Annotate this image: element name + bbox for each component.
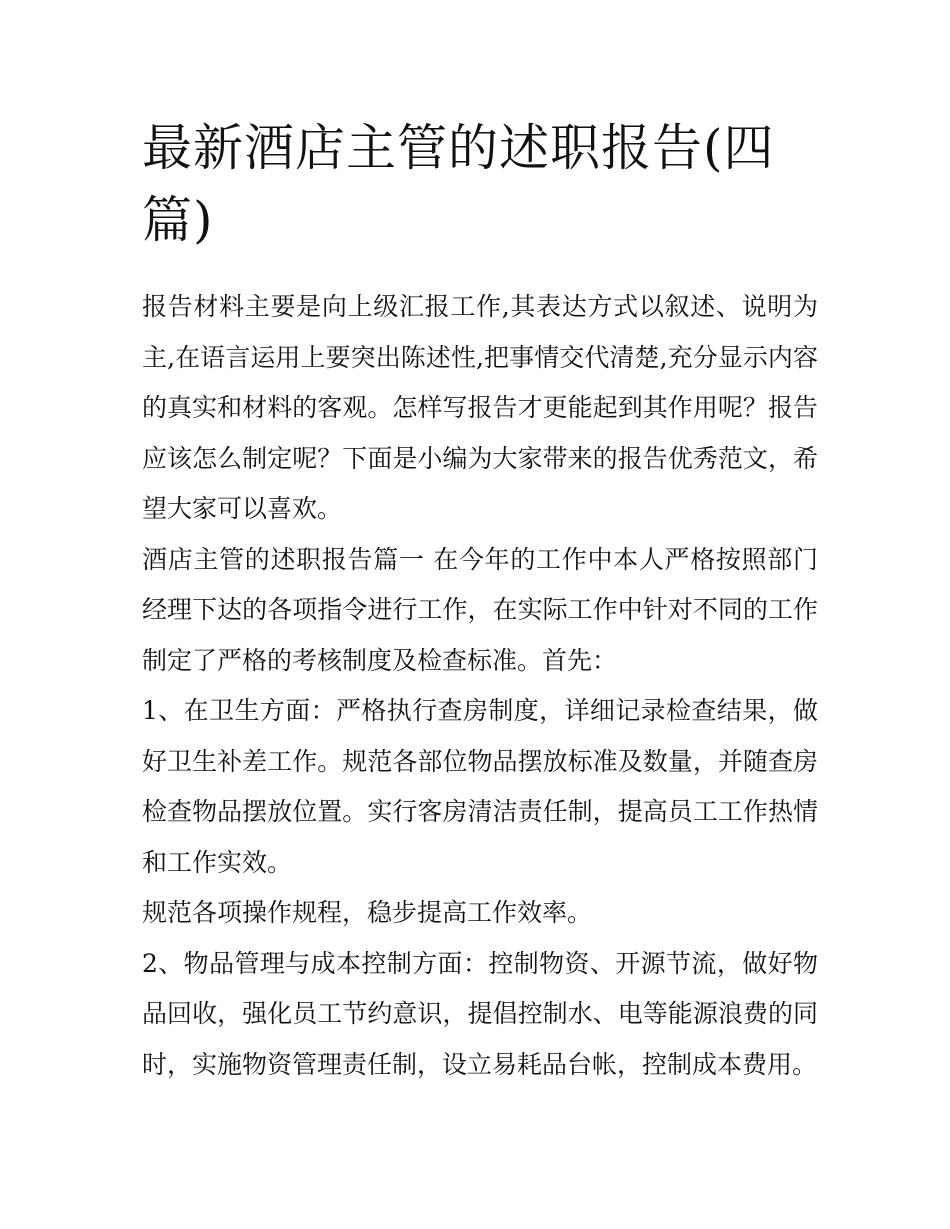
document-body xyxy=(142,112,818,1090)
hygiene-paragraph: 1、在卫生方面：严格执行查房制度，详细记录检查结果，做好卫生补差工作。规范各部位物品摆放标准及数量，并随查房检查物品摆放位置。实行客房清洁责任制，提高员工工作热情和工作实效。 xyxy=(142,696,818,877)
report-one-opening-paragraph: 酒店主管的述职报告篇一 在今年的工作中本人严格按照部门经理下达的各项指令进行工作，在实际工作中针对不同的工作制定了严格的考核制度及检查标准。首先： xyxy=(142,544,818,675)
document-title: 最新酒店主管的述职报告(四篇) xyxy=(142,119,775,249)
operation-rules-paragraph: 规范各项操作规程，稳步提高工作效率。 xyxy=(142,898,593,927)
intro-paragraph: 报告材料主要是向上级汇报工作,其表达方式以叙述、说明为主,在语言运用上要突出陈述性,把事情交代清楚,充分显示内容的真实和材料的客观。怎样写报告才更能起到其作用呢？报告应该怎么制定呢？下面是小编为大家带来的报告优秀范文，希望大家可以喜欢。 xyxy=(142,292,818,523)
cost-control-paragraph: 2、物品管理与成本控制方面：控制物资、开源节流，做好物品回收，强化员工节约意识，提倡控制水、电等能源浪费的同时，实施物资管理责任制，设立易耗品台帐，控制成本费用。 xyxy=(142,948,818,1079)
